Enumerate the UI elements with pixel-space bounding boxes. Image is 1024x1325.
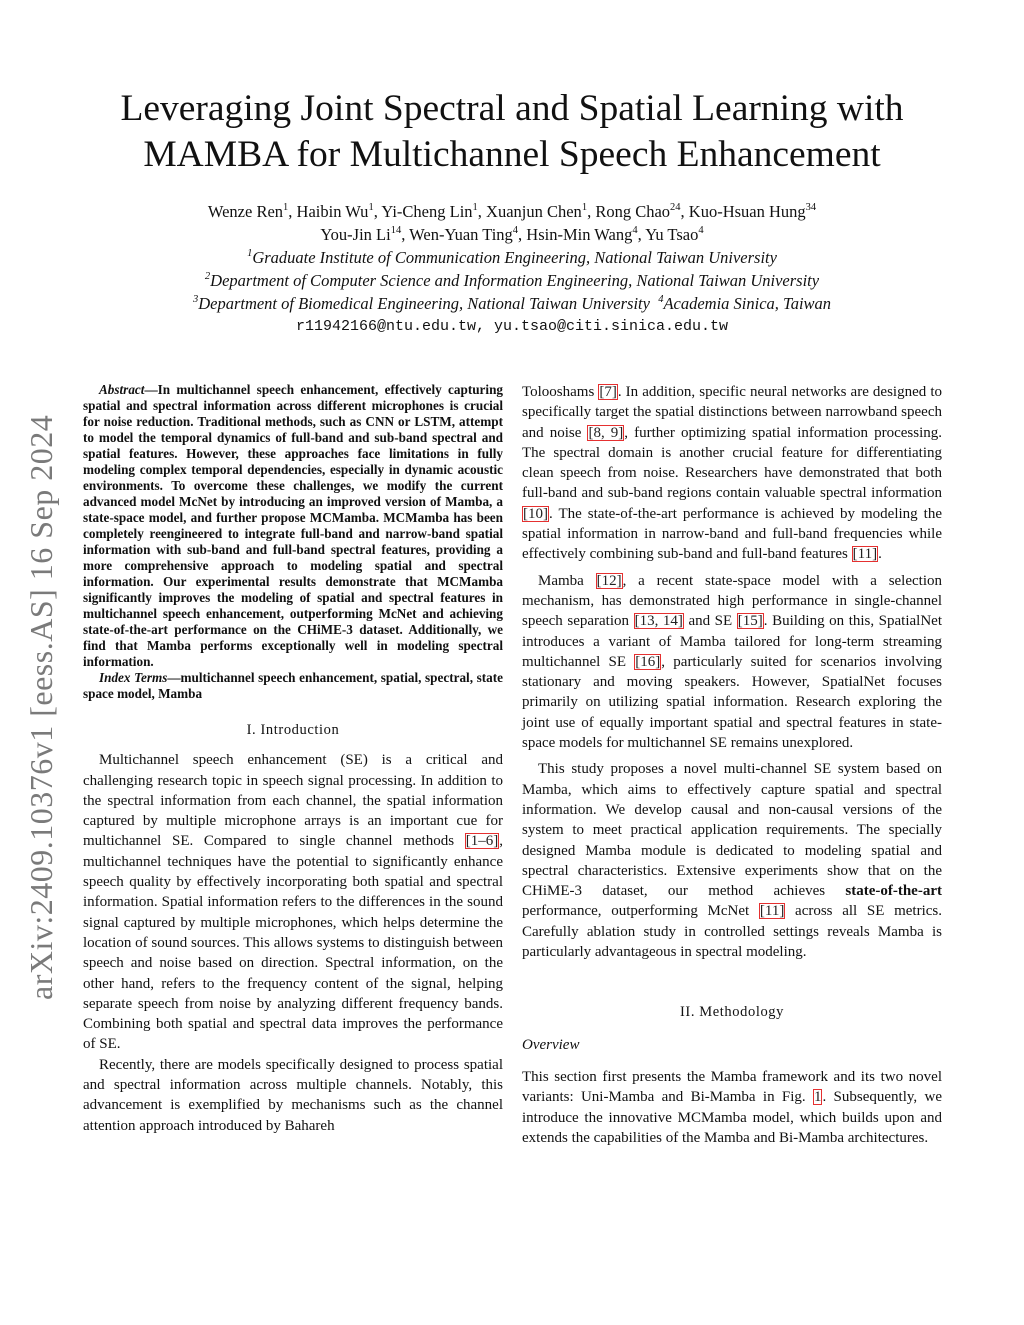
abstract-text: —In multichannel speech enhancement, effectively capturing spatial and spectral information across different microphones is crucial for noise reduction. Traditional methods, such as CNN or LSTM, attempt to model the temporal dynamics of full-band and sub-band spectral and spatial features. However, these approaches face limitations in fully modeling complex temporal dependencies, especially in dynamic acoustic environments. To overcome these challenges, we modify the current advanced model McNet by introducing an improved version of Mamba, a state-space model, and further propose MCMamba. MCMamba has been completely reengineered to integrate full-band and narrow-band spatial information with sub-band and full-band spectral features, providing a more comprehensive approach to modeling spatial and spectral information. Our experimental results demonstrate that MCMamba significantly improves the modeling of spatial and spectral features in multichannel speech enhancement, outperforming McNet and achieving state-of-the-art performance on the CHiME-3 dataset. Additionally, we find that Mamba performs exceptionally well in modeling spectral information. — [83, 382, 503, 669]
author-name: Rong Chao — [595, 202, 671, 221]
text-run: , multichannel techniques have the potential to significantly enhance speech quality by effectively incorporating both spatial and spectral information. Spatial information refers to the differences in the sound signal captured by multiple microphones, which helps determine the location of sound sources. This allows systems to distinguish between speech and noise based on direction. Spectral information, on the other hand, refers to the frequency content of the signal, helping separate speech from noise by analyzing different frequency bands. Combining both spatial and spectral data improves the performance of SE. — [83, 833, 503, 1053]
author-separator: , — [288, 202, 297, 221]
index-terms — [83, 670, 503, 702]
author-separator: , — [637, 225, 646, 244]
text-run: . — [878, 546, 882, 563]
author-separator: , — [680, 202, 689, 221]
affiliation-1 — [60, 246, 964, 269]
abstract — [83, 382, 503, 670]
text-run: This section first presents the Mamba framework and its two novel variants: Uni-Mamba and Bi-Mamba in Fig. — [522, 1068, 942, 1106]
paper-title — [60, 86, 964, 178]
title-line-2: MAMBA for Multichannel Speech Enhancement — [143, 134, 881, 175]
abstract-label: Abstract — [99, 382, 145, 397]
contact-email[interactable]: r11942166@ntu.edu.tw, yu.tsao@citi.sinica.edu.tw — [295, 318, 729, 335]
index-terms-label: Index Terms — [99, 670, 168, 685]
author-affiliation-sup: 1 — [472, 202, 478, 213]
intro-paragraph-2: Recently, there are models specifically designed to process spatial and spectral information across multiple channels. Notably, this advancement is exemplified by mechanisms such as the channel attention approach introduced by Bahareh — [83, 1056, 503, 1134]
intro-paragraph-2-continued — [522, 382, 942, 565]
affiliation-sup: 2 — [204, 271, 211, 282]
author-name: Yu Tsao — [645, 225, 699, 244]
affiliation-text: Graduate Institute of Communication Engineering, National Taiwan University — [252, 248, 777, 267]
citation-link[interactable]: [12] — [596, 572, 622, 589]
citation-link[interactable]: [7] — [599, 384, 617, 400]
text-run: , further optimizing spatial information processing. The spectral domain is another crucial feature for differentiating clean speech from noise. Researchers have demonstrated that both full-band and sub-band regions contain valuable spectral information — [522, 424, 942, 502]
author-affiliation-sup: 1 — [368, 202, 374, 213]
text-run: This study proposes a novel multi-channel SE system based on Mamba, which aims to effectively capture spatial and spectral information. We develop causal and non-causal versions of the system to meet practical application requirements. The specially designed Mamba module is dedicated to modeling spatial and spectral characteristics. Extensive experiments show that on the CHiME-3 dataset, our method achieves — [522, 761, 942, 900]
text-run: , particularly suited for scenarios involving stationary and moving speakers. However, SpatialNet focuses primarily on utilizing spatial information. Research exploring the joint use of equally important spatial and spectral features in state-space models for multichannel SE remains unexplored. — [522, 653, 942, 752]
author-affiliation-sup: 34 — [805, 202, 817, 213]
right-column — [522, 382, 942, 1148]
affiliation-2 — [60, 269, 964, 292]
author-separator: , — [518, 225, 527, 244]
author-block — [60, 200, 964, 338]
author-name: Yi-Cheng Lin — [381, 202, 473, 221]
author-affiliation-sup: 24 — [670, 202, 681, 213]
affiliation-sup: 3 — [192, 294, 199, 305]
citation-link[interactable]: [11] — [759, 903, 785, 920]
text-run: . The state-of-the-art performance is achieved by modeling the spatial information in narrow-band and full-band frequencies while effectively combining sub-band and full-band features — [522, 505, 942, 563]
section-heading-methodology: II. Methodology — [679, 1004, 785, 1021]
text-run: , a recent state-space model with a selection mechanism, has demonstrated high performance in single-channel speech separation — [522, 572, 943, 630]
text-run: across all SE metrics. Carefully ablation study in controlled settings reveals Mamba is particularly advantageous in spectral modeling. — [522, 903, 942, 961]
author-name: Xuanjun Chen — [486, 202, 582, 221]
citation-link[interactable]: [13, 14] — [634, 613, 683, 630]
affiliation-text: Department of Biomedical Engineering, National Taiwan University — [198, 294, 650, 313]
author-name: Haibin Wu — [296, 202, 369, 221]
author-separator: , — [373, 202, 382, 221]
author-affiliation-sup: 4 — [512, 225, 519, 236]
affiliation-3-4 — [60, 292, 964, 315]
text-run: Tolooshams — [522, 384, 599, 400]
arxiv-stamp[interactable]: arXiv:2409.10376v1 [eess.AS] 16 Sep 2024 — [23, 414, 59, 1000]
section-heading-introduction: I. Introduction — [246, 722, 340, 738]
text-run: . In addition, specific neural networks are designed to specifically target the spatial distinctions between narrowband speech and noise — [522, 384, 942, 441]
author-name: You-Jin Li — [320, 225, 391, 244]
author-affiliation-sup: 4 — [698, 225, 704, 236]
author-name: Kuo-Hsuan Hung — [688, 202, 806, 221]
author-affiliation-sup: 1 — [283, 202, 289, 213]
citation-link[interactable]: [16] — [635, 653, 661, 670]
affiliation-text: Department of Computer Science and Information Engineering, National Taiwan University — [210, 271, 820, 290]
subsection-heading-overview: Overview — [522, 1036, 580, 1053]
left-column — [83, 382, 503, 1136]
text-run: and SE — [683, 613, 737, 630]
author-affiliation-sup: 4 — [632, 225, 638, 236]
text-run: Mamba — [538, 572, 596, 589]
intro-paragraph-4 — [522, 759, 942, 962]
affiliation-text: Academia Sinica, Taiwan — [663, 294, 832, 313]
methodology-paragraph-1 — [522, 1067, 942, 1148]
citation-link[interactable]: [10] — [523, 505, 548, 522]
citation-link[interactable]: [8, 9] — [588, 424, 624, 441]
figure-link[interactable]: 1 — [813, 1089, 822, 1106]
affiliation-sup: 4 — [658, 294, 664, 305]
author-separator: , — [477, 202, 487, 221]
author-name: Hsin-Min Wang — [526, 225, 633, 244]
author-name: Wenze Ren — [207, 202, 284, 221]
author-line-1 — [60, 200, 964, 223]
intro-paragraph-3 — [522, 571, 942, 754]
author-separator: , — [587, 202, 596, 221]
citation-link[interactable]: [15] — [737, 613, 763, 630]
author-name: Wen-Yuan Ting — [409, 225, 513, 244]
text-run: . Building on this, SpatialNet introduces a variant of Mamba tailored for long-term streaming multichannel SE — [522, 613, 942, 670]
author-affiliation-sup: 14 — [390, 225, 402, 236]
text-run: performance, outperforming McNet — [522, 903, 759, 920]
index-terms-text: —multichannel speech enhancement, spatial, spectral, state space model, Mamba — [83, 670, 503, 701]
author-separator: , — [401, 225, 410, 244]
title-line-1: Leveraging Joint Spectral and Spatial Learning with — [120, 88, 904, 129]
bold-text: state-of-the-art — [845, 883, 942, 900]
text-run: Multichannel speech enhancement (SE) is a critical and challenging research topic in speech signal processing. In addition to the spectral information from each channel, the spatial information captured by multiple microphone arrays is an important cue for multichannel SE. Compared to single channel methods — [83, 752, 503, 850]
text-run: . Subsequently, we introduce the innovative MCMamba model, which builds upon and extends the capabilities of the Mamba and Bi-Mamba architectures. — [522, 1089, 942, 1146]
author-affiliation-sup: 1 — [581, 202, 588, 213]
intro-paragraph-1 — [83, 750, 503, 1054]
author-line-2 — [60, 223, 964, 246]
citation-link[interactable]: [1–6] — [465, 833, 499, 850]
citation-link[interactable]: [11] — [852, 546, 878, 563]
affiliation-sup: 1 — [247, 248, 253, 259]
